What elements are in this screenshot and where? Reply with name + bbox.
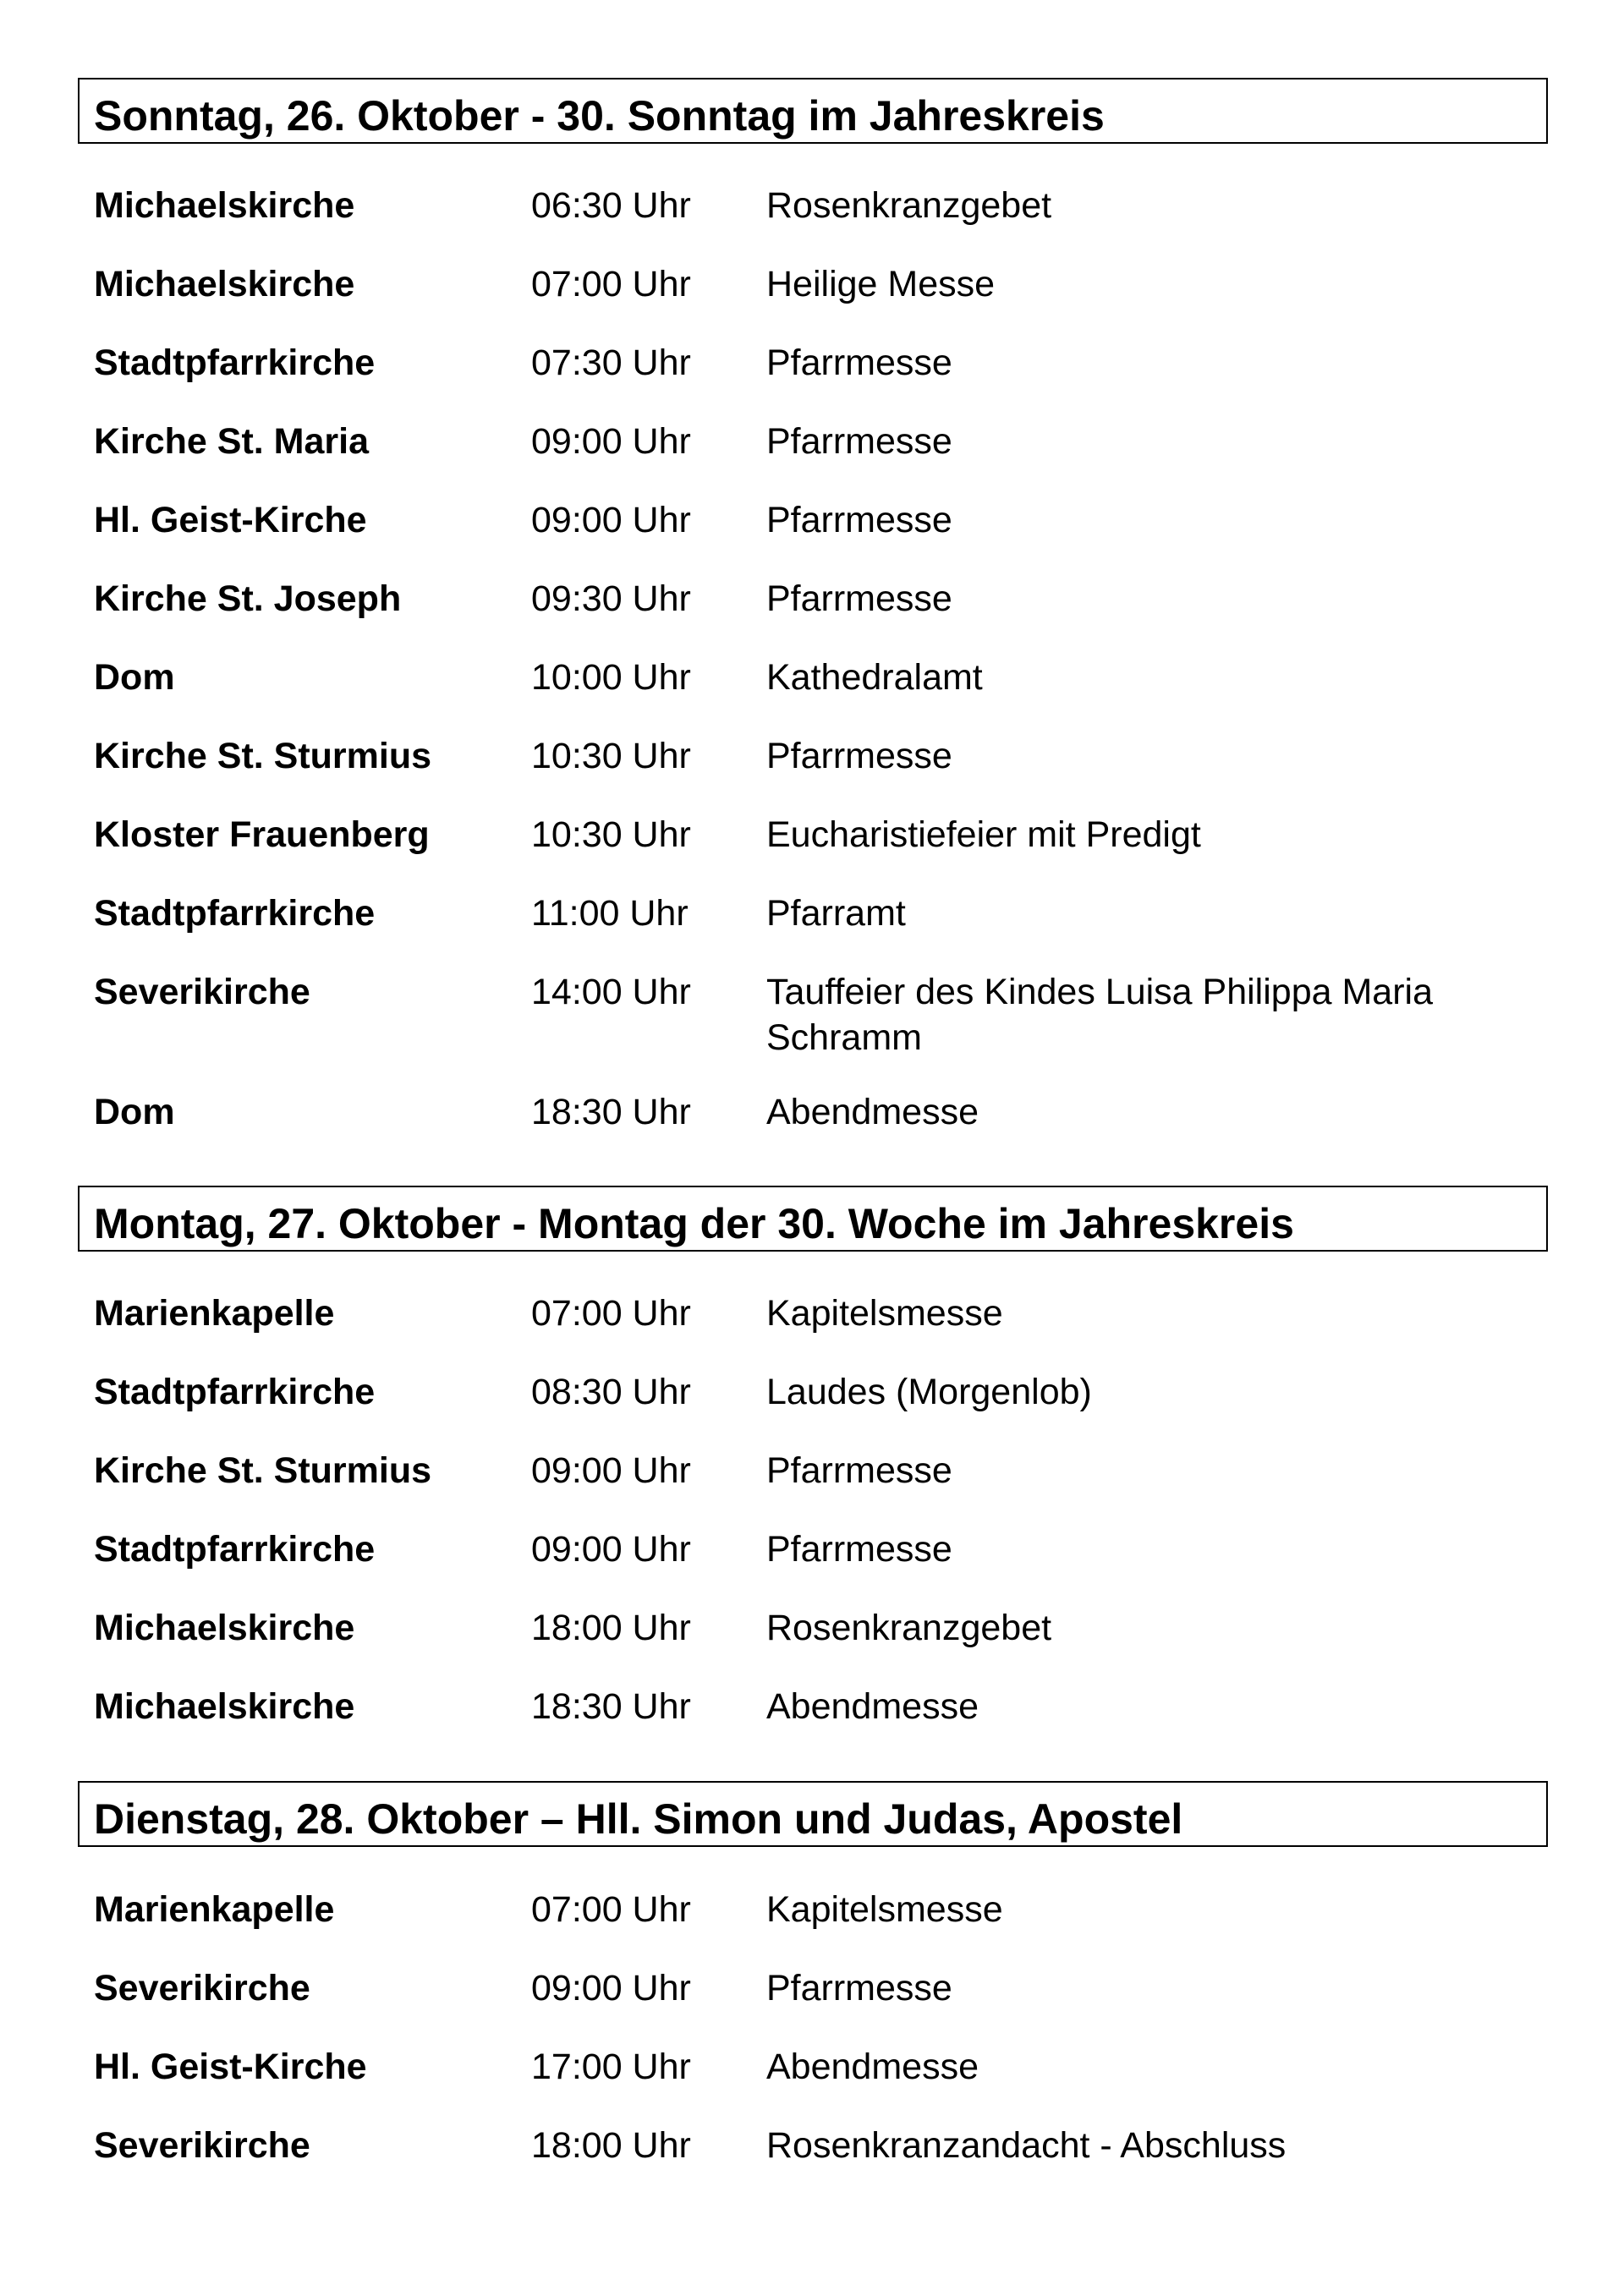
service-description: Pfarrmesse bbox=[766, 500, 952, 540]
service-description: Rosenkranzgebet bbox=[766, 1608, 1052, 1648]
service-time: 09:00 Uhr bbox=[531, 1968, 691, 2008]
service-description: Rosenkranzgebet bbox=[766, 185, 1052, 226]
service-description: Pfarrmesse bbox=[766, 342, 952, 383]
service-description: Kapitelsmesse bbox=[766, 1889, 1003, 1930]
church-name: Stadtpfarrkirche bbox=[94, 342, 376, 383]
service-time: 09:30 Uhr bbox=[531, 578, 691, 619]
day-title: Dienstag, 28. Oktober – Hll. Simon und Judas, Apostel bbox=[94, 1795, 1183, 1843]
service-time: 11:00 Uhr bbox=[531, 893, 689, 934]
church-name: Dom bbox=[94, 657, 175, 698]
service-time: 10:00 Uhr bbox=[531, 657, 691, 698]
service-time: 18:30 Uhr bbox=[531, 1092, 691, 1132]
day-header bbox=[78, 1781, 1548, 1847]
day-header bbox=[78, 1186, 1548, 1252]
service-time: 17:00 Uhr bbox=[531, 2047, 691, 2087]
service-time: 18:00 Uhr bbox=[531, 2125, 691, 2166]
church-name: Michaelskirche bbox=[94, 264, 355, 304]
church-name: Michaelskirche bbox=[94, 185, 355, 226]
church-name: Michaelskirche bbox=[94, 1608, 355, 1648]
service-time: 06:30 Uhr bbox=[531, 185, 691, 226]
church-name: Michaelskirche bbox=[94, 1686, 355, 1727]
service-time: 07:00 Uhr bbox=[531, 1293, 691, 1334]
church-name: Hl. Geist-Kirche bbox=[94, 500, 367, 540]
service-time: 07:30 Uhr bbox=[531, 342, 691, 383]
service-description: Pfarrmesse bbox=[766, 1529, 952, 1570]
church-name: Kirche St. Sturmius bbox=[94, 1450, 432, 1491]
service-description: Heilige Messe bbox=[766, 264, 996, 304]
church-name: Severikirche bbox=[94, 1968, 310, 2008]
service-description: Pfarrmesse bbox=[766, 1450, 952, 1491]
service-time: 09:00 Uhr bbox=[531, 421, 691, 462]
church-name: Stadtpfarrkirche bbox=[94, 1529, 376, 1570]
service-description: Abendmesse bbox=[766, 1686, 979, 1727]
service-description: Tauffeier des Kindes Luisa Philippa Maria Schramm bbox=[766, 972, 1434, 1058]
service-time: 14:00 Uhr bbox=[531, 972, 691, 1012]
service-description: Abendmesse bbox=[766, 2047, 979, 2087]
service-description: Abendmesse bbox=[766, 1092, 979, 1132]
church-name: Kirche St. Joseph bbox=[94, 578, 402, 619]
service-time: 18:00 Uhr bbox=[531, 1608, 691, 1648]
service-time: 07:00 Uhr bbox=[531, 264, 691, 304]
service-time: 18:30 Uhr bbox=[531, 1686, 691, 1727]
service-description: Laudes (Morgenlob) bbox=[766, 1372, 1092, 1412]
church-name: Severikirche bbox=[94, 2125, 310, 2166]
church-name: Kirche St. Maria bbox=[94, 421, 369, 462]
church-name: Stadtpfarrkirche bbox=[94, 1372, 376, 1412]
day-header bbox=[78, 78, 1548, 144]
church-name: Severikirche bbox=[94, 972, 310, 1012]
service-description: Pfarrmesse bbox=[766, 578, 952, 619]
church-name: Hl. Geist-Kirche bbox=[94, 2047, 367, 2087]
service-time: 08:30 Uhr bbox=[531, 1372, 691, 1412]
church-name: Kloster Frauenberg bbox=[94, 814, 430, 855]
service-time: 09:00 Uhr bbox=[531, 1529, 691, 1570]
church-name: Kirche St. Sturmius bbox=[94, 736, 432, 776]
church-name: Dom bbox=[94, 1092, 175, 1132]
service-time: 07:00 Uhr bbox=[531, 1889, 691, 1930]
day-title: Montag, 27. Oktober - Montag der 30. Woche im Jahreskreis bbox=[94, 1200, 1294, 1247]
service-time: 10:30 Uhr bbox=[531, 736, 691, 776]
day-title: Sonntag, 26. Oktober - 30. Sonntag im Jahreskreis bbox=[94, 92, 1105, 140]
service-description: Pfarrmesse bbox=[766, 736, 952, 776]
church-name: Stadtpfarrkirche bbox=[94, 893, 376, 934]
service-time: 10:30 Uhr bbox=[531, 814, 691, 855]
service-description: Pfarrmesse bbox=[766, 421, 952, 462]
service-description: Pfarramt bbox=[766, 893, 906, 934]
service-time: 09:00 Uhr bbox=[531, 500, 691, 540]
service-description: Kapitelsmesse bbox=[766, 1293, 1003, 1334]
service-time: 09:00 Uhr bbox=[531, 1450, 691, 1491]
service-description: Pfarrmesse bbox=[766, 1968, 952, 2008]
service-description: Eucharistiefeier mit Predigt bbox=[766, 814, 1201, 855]
service-description: Rosenkranzandacht - Abschluss bbox=[766, 2125, 1287, 2166]
church-name: Marienkapelle bbox=[94, 1889, 335, 1930]
service-description: Kathedralamt bbox=[766, 657, 983, 698]
church-name: Marienkapelle bbox=[94, 1293, 335, 1334]
